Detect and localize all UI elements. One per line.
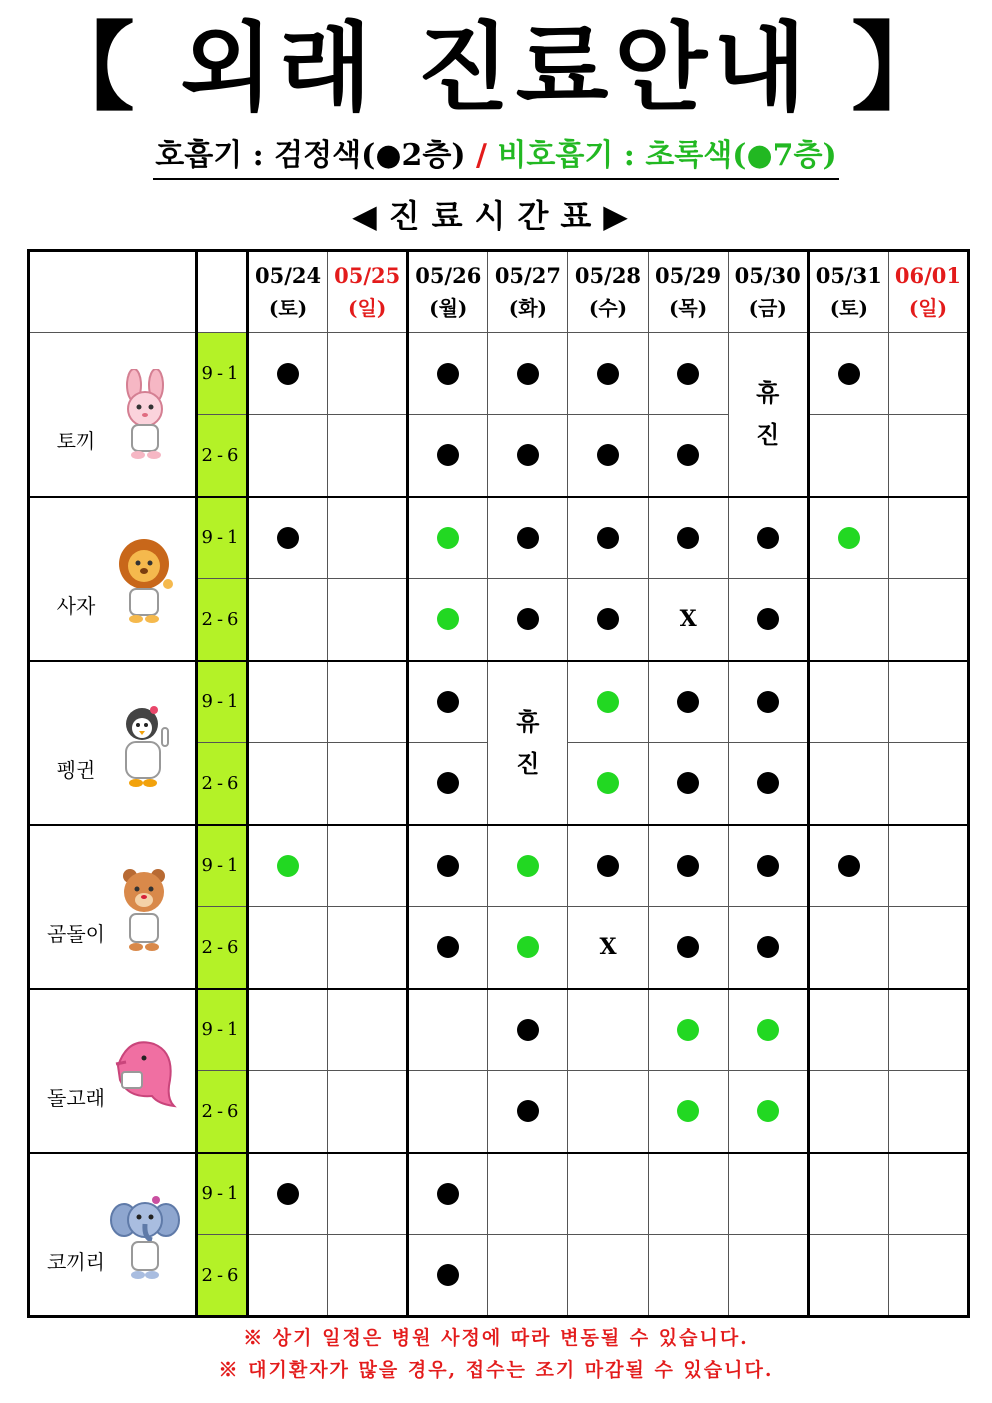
schedule-cell bbox=[648, 743, 728, 825]
schedule-cell-empty bbox=[728, 1153, 808, 1235]
black-dot-icon bbox=[277, 1183, 299, 1205]
green-dot-icon bbox=[838, 527, 860, 549]
time-slot-label: 2-6 bbox=[197, 1071, 248, 1153]
black-dot-icon bbox=[437, 855, 459, 877]
schedule-cell-empty bbox=[808, 989, 888, 1071]
green-dot-icon bbox=[677, 1100, 699, 1122]
schedule-cell-empty bbox=[728, 1235, 808, 1317]
schedule-cell bbox=[728, 497, 808, 579]
legend-respiratory: 호흡기 : 검정색(●2층) bbox=[155, 138, 466, 173]
schedule-cell-empty bbox=[888, 333, 968, 415]
day-of-week-label: (월) bbox=[429, 296, 468, 320]
black-dot-icon bbox=[677, 691, 699, 713]
schedule-cell-empty bbox=[648, 1153, 728, 1235]
black-dot-icon bbox=[677, 936, 699, 958]
schedule-cell-empty bbox=[248, 415, 328, 497]
day-of-week-label: (토) bbox=[268, 296, 308, 320]
schedule-row bbox=[29, 989, 969, 1071]
green-dot-icon bbox=[517, 855, 539, 877]
footnote-1: ※ 상기 일정은 병원 사정에 따라 변동될 수 있습니다. bbox=[243, 1327, 749, 1349]
schedule-row bbox=[29, 333, 969, 415]
date-label: 06/01 bbox=[894, 263, 961, 288]
doctor-name: 코끼리 bbox=[47, 1249, 105, 1274]
schedule-cell bbox=[488, 497, 568, 579]
schedule-cell bbox=[488, 825, 568, 907]
black-dot-icon bbox=[597, 855, 619, 877]
black-dot-icon bbox=[677, 855, 699, 877]
day-off-cell bbox=[488, 661, 568, 825]
closed-mark: X bbox=[679, 606, 697, 633]
black-dot-icon bbox=[757, 691, 779, 713]
black-dot-icon bbox=[277, 363, 299, 385]
black-dot-icon bbox=[677, 772, 699, 794]
green-dot-icon bbox=[437, 608, 459, 630]
green-dot-icon bbox=[437, 527, 459, 549]
doctor-name: 돌고래 bbox=[47, 1085, 105, 1110]
schedule-cell bbox=[728, 1071, 808, 1153]
black-dot-icon bbox=[677, 444, 699, 466]
schedule-cell bbox=[488, 989, 568, 1071]
black-dot-icon bbox=[597, 444, 619, 466]
schedule-cell bbox=[568, 907, 648, 989]
schedule-cell bbox=[408, 333, 488, 415]
schedule-cell-empty bbox=[248, 1071, 328, 1153]
schedule-cell-empty bbox=[808, 743, 888, 825]
date-label: 05/31 bbox=[815, 263, 882, 288]
time-slot-label: 9-1 bbox=[197, 497, 248, 579]
schedule-cell bbox=[728, 907, 808, 989]
time-slot-label: 2-6 bbox=[197, 415, 248, 497]
schedule-cell bbox=[648, 825, 728, 907]
day-off-char-2: 진 bbox=[516, 748, 540, 778]
schedule-cell-empty bbox=[408, 989, 488, 1071]
schedule-cell bbox=[648, 333, 728, 415]
schedule-cell-empty bbox=[248, 907, 328, 989]
date-header-3 bbox=[488, 251, 568, 333]
black-dot-icon bbox=[597, 363, 619, 385]
doctor-name: 토끼 bbox=[56, 429, 96, 453]
schedule-row bbox=[29, 661, 969, 743]
schedule-cell bbox=[728, 825, 808, 907]
doctor-cell bbox=[29, 497, 197, 661]
schedule-cell bbox=[648, 415, 728, 497]
schedule-cell bbox=[408, 743, 488, 825]
schedule-cell-empty bbox=[568, 1071, 648, 1153]
black-dot-icon bbox=[437, 1264, 459, 1286]
black-dot-icon bbox=[517, 608, 539, 630]
schedule-cell-empty bbox=[248, 661, 328, 743]
black-dot-icon bbox=[517, 527, 539, 549]
schedule-cell bbox=[568, 415, 648, 497]
schedule-cell-empty bbox=[568, 1235, 648, 1317]
schedule-cell bbox=[248, 497, 328, 579]
schedule-cell-empty bbox=[248, 1235, 328, 1317]
color-legend bbox=[0, 134, 992, 180]
schedule-cell-empty bbox=[248, 989, 328, 1071]
black-dot-icon bbox=[838, 855, 860, 877]
schedule-cell-empty bbox=[488, 1235, 568, 1317]
schedule-cell-empty bbox=[888, 579, 968, 661]
schedule-cell bbox=[408, 579, 488, 661]
schedule-cell bbox=[648, 497, 728, 579]
date-header-2 bbox=[408, 251, 488, 333]
day-of-week-label: (토) bbox=[829, 296, 868, 320]
black-dot-icon bbox=[757, 855, 779, 877]
schedule-cell bbox=[408, 661, 488, 743]
time-slot-label: 9-1 bbox=[197, 1153, 248, 1235]
schedule-row bbox=[29, 497, 969, 579]
date-header-7 bbox=[808, 251, 888, 333]
schedule-cell-empty bbox=[328, 1153, 408, 1235]
schedule-cell-empty bbox=[808, 415, 888, 497]
date-label: 05/26 bbox=[415, 263, 482, 288]
date-header-5 bbox=[648, 251, 728, 333]
schedule-cell bbox=[408, 907, 488, 989]
date-header-8 bbox=[888, 251, 968, 333]
green-dot-icon bbox=[597, 691, 619, 713]
schedule-cell bbox=[648, 661, 728, 743]
schedule-cell-empty bbox=[888, 1235, 968, 1317]
time-slot-label: 9-1 bbox=[197, 825, 248, 907]
schedule-cell bbox=[568, 743, 648, 825]
schedule-cell-empty bbox=[808, 1153, 888, 1235]
schedule-cell-empty bbox=[888, 661, 968, 743]
time-slot-label: 9-1 bbox=[197, 989, 248, 1071]
schedule-cell bbox=[248, 333, 328, 415]
date-label: 05/30 bbox=[734, 263, 801, 288]
day-off-char-2: 진 bbox=[756, 420, 780, 450]
schedule-cell bbox=[568, 579, 648, 661]
doctor-name: 펭귄 bbox=[56, 757, 96, 782]
time-slot-label: 9-1 bbox=[197, 661, 248, 743]
schedule-cell bbox=[488, 579, 568, 661]
schedule-cell bbox=[488, 907, 568, 989]
schedule-cell-empty bbox=[328, 333, 408, 415]
schedule-cell-empty bbox=[808, 1235, 888, 1317]
page-title: 【 외래 진료안내 】 bbox=[38, 12, 954, 124]
schedule-cell bbox=[248, 1153, 328, 1235]
schedule-cell bbox=[728, 661, 808, 743]
schedule-cell-empty bbox=[808, 1071, 888, 1153]
green-dot-icon bbox=[677, 1019, 699, 1041]
date-header-4 bbox=[568, 251, 648, 333]
closed-mark: X bbox=[599, 934, 617, 961]
black-dot-icon bbox=[437, 444, 459, 466]
schedule-cell bbox=[648, 989, 728, 1071]
schedule-cell bbox=[408, 1235, 488, 1317]
schedule-cell-empty bbox=[888, 825, 968, 907]
schedule-cell bbox=[488, 415, 568, 497]
schedule-cell-empty bbox=[888, 1071, 968, 1153]
black-dot-icon bbox=[437, 1183, 459, 1205]
black-dot-icon bbox=[597, 527, 619, 549]
doctor-cell bbox=[29, 661, 197, 825]
black-dot-icon bbox=[437, 363, 459, 385]
black-dot-icon bbox=[757, 772, 779, 794]
schedule-cell-empty bbox=[328, 661, 408, 743]
time-slot-label: 2-6 bbox=[197, 743, 248, 825]
date-label: 05/24 bbox=[254, 263, 322, 288]
date-header-1 bbox=[328, 251, 408, 333]
day-off-cell bbox=[728, 333, 808, 497]
black-dot-icon bbox=[757, 527, 779, 549]
black-dot-icon bbox=[677, 527, 699, 549]
date-label: 05/29 bbox=[655, 263, 722, 288]
time-slot-label: 2-6 bbox=[197, 579, 248, 661]
doctor-name: 사자 bbox=[56, 593, 96, 618]
schedule-cell-empty bbox=[808, 579, 888, 661]
schedule-cell-empty bbox=[328, 743, 408, 825]
footnote-2: ※ 대기환자가 많을 경우, 접수는 조기 마감될 수 있습니다. bbox=[218, 1359, 774, 1381]
schedule-cell bbox=[568, 661, 648, 743]
schedule-cell-empty bbox=[328, 825, 408, 907]
schedule-cell-empty bbox=[328, 1235, 408, 1317]
date-header-row bbox=[29, 251, 969, 333]
green-dot-icon bbox=[757, 1100, 779, 1122]
header-doctor-corner bbox=[29, 251, 197, 333]
black-dot-icon bbox=[437, 691, 459, 713]
schedule-cell bbox=[568, 497, 648, 579]
doctor-cell bbox=[29, 333, 197, 497]
schedule-cell-empty bbox=[328, 1071, 408, 1153]
schedule-cell-empty bbox=[248, 579, 328, 661]
doctor-cell bbox=[29, 825, 197, 989]
day-of-week-label: (수) bbox=[588, 296, 628, 320]
day-off-char-1: 휴 bbox=[516, 706, 540, 736]
doctor-cell bbox=[29, 989, 197, 1153]
schedule-cell bbox=[728, 989, 808, 1071]
legend-separator: / bbox=[465, 138, 498, 173]
black-dot-icon bbox=[517, 1019, 539, 1041]
footnotes bbox=[0, 1322, 992, 1386]
schedule-row bbox=[29, 825, 969, 907]
schedule-cell-empty bbox=[808, 907, 888, 989]
black-dot-icon bbox=[277, 527, 299, 549]
day-of-week-label: (금) bbox=[748, 296, 787, 320]
schedule-cell bbox=[488, 1071, 568, 1153]
date-header-6 bbox=[728, 251, 808, 333]
schedule-cell-empty bbox=[888, 497, 968, 579]
time-slot-label: 9-1 bbox=[197, 333, 248, 415]
green-dot-icon bbox=[277, 855, 299, 877]
schedule-cell-empty bbox=[328, 989, 408, 1071]
black-dot-icon bbox=[437, 936, 459, 958]
schedule-cell bbox=[728, 743, 808, 825]
schedule-cell-empty bbox=[568, 989, 648, 1071]
schedule-cell-empty bbox=[328, 907, 408, 989]
header-time-corner bbox=[197, 251, 248, 333]
schedule-cell bbox=[648, 907, 728, 989]
schedule-cell-empty bbox=[568, 1153, 648, 1235]
schedule-cell bbox=[408, 415, 488, 497]
doctor-name: 곰돌이 bbox=[47, 921, 105, 946]
schedule-cell-empty bbox=[488, 1153, 568, 1235]
schedule-cell-empty bbox=[808, 661, 888, 743]
schedule-cell-empty bbox=[328, 415, 408, 497]
legend-non-respiratory: 비호흡기 : 초록색(●7층) bbox=[497, 138, 837, 173]
schedule-cell-empty bbox=[248, 743, 328, 825]
schedule-cell bbox=[648, 579, 728, 661]
date-header-0 bbox=[248, 251, 328, 333]
black-dot-icon bbox=[677, 363, 699, 385]
schedule-subtitle: ◀진료시간표▶ bbox=[352, 197, 640, 235]
black-dot-icon bbox=[517, 1100, 539, 1122]
schedule-cell bbox=[568, 333, 648, 415]
day-of-week-label: (일) bbox=[348, 296, 387, 320]
black-dot-icon bbox=[517, 444, 539, 466]
schedule-cell bbox=[808, 333, 888, 415]
schedule-cell bbox=[648, 1071, 728, 1153]
schedule-cell bbox=[808, 497, 888, 579]
day-off-char-1: 휴 bbox=[756, 378, 780, 408]
black-dot-icon: ● bbox=[375, 138, 402, 173]
day-of-week-label: (일) bbox=[908, 296, 948, 320]
green-dot-icon bbox=[757, 1019, 779, 1041]
schedule-cell bbox=[408, 1153, 488, 1235]
schedule-cell bbox=[728, 579, 808, 661]
green-dot-icon bbox=[517, 936, 539, 958]
schedule-cell bbox=[568, 825, 648, 907]
schedule-cell-empty bbox=[888, 743, 968, 825]
schedule-cell bbox=[408, 825, 488, 907]
green-dot-icon: ● bbox=[746, 138, 773, 173]
schedule-row bbox=[29, 1153, 969, 1235]
black-dot-icon bbox=[517, 363, 539, 385]
date-label: 05/25 bbox=[334, 263, 401, 288]
black-dot-icon bbox=[757, 936, 779, 958]
date-label: 05/28 bbox=[574, 263, 642, 288]
day-of-week-label: (목) bbox=[668, 296, 708, 320]
doctor-cell bbox=[29, 1153, 197, 1317]
day-of-week-label: (화) bbox=[508, 296, 547, 320]
schedule-cell-empty bbox=[888, 907, 968, 989]
time-slot-label: 2-6 bbox=[197, 907, 248, 989]
schedule-cell bbox=[408, 497, 488, 579]
schedule-cell-empty bbox=[888, 1153, 968, 1235]
schedule-cell-empty bbox=[888, 989, 968, 1071]
schedule-cell-empty bbox=[408, 1071, 488, 1153]
schedule-table bbox=[27, 249, 970, 1318]
schedule-cell-empty bbox=[888, 415, 968, 497]
black-dot-icon bbox=[437, 772, 459, 794]
schedule-cell bbox=[808, 825, 888, 907]
black-dot-icon bbox=[838, 363, 860, 385]
schedule-cell bbox=[488, 333, 568, 415]
schedule-cell-empty bbox=[328, 579, 408, 661]
date-label: 05/27 bbox=[494, 263, 561, 288]
schedule-cell-empty bbox=[648, 1235, 728, 1317]
schedule-cell bbox=[248, 825, 328, 907]
time-slot-label: 2-6 bbox=[197, 1235, 248, 1317]
black-dot-icon bbox=[757, 608, 779, 630]
black-dot-icon bbox=[597, 608, 619, 630]
green-dot-icon bbox=[597, 772, 619, 794]
schedule-cell-empty bbox=[328, 497, 408, 579]
